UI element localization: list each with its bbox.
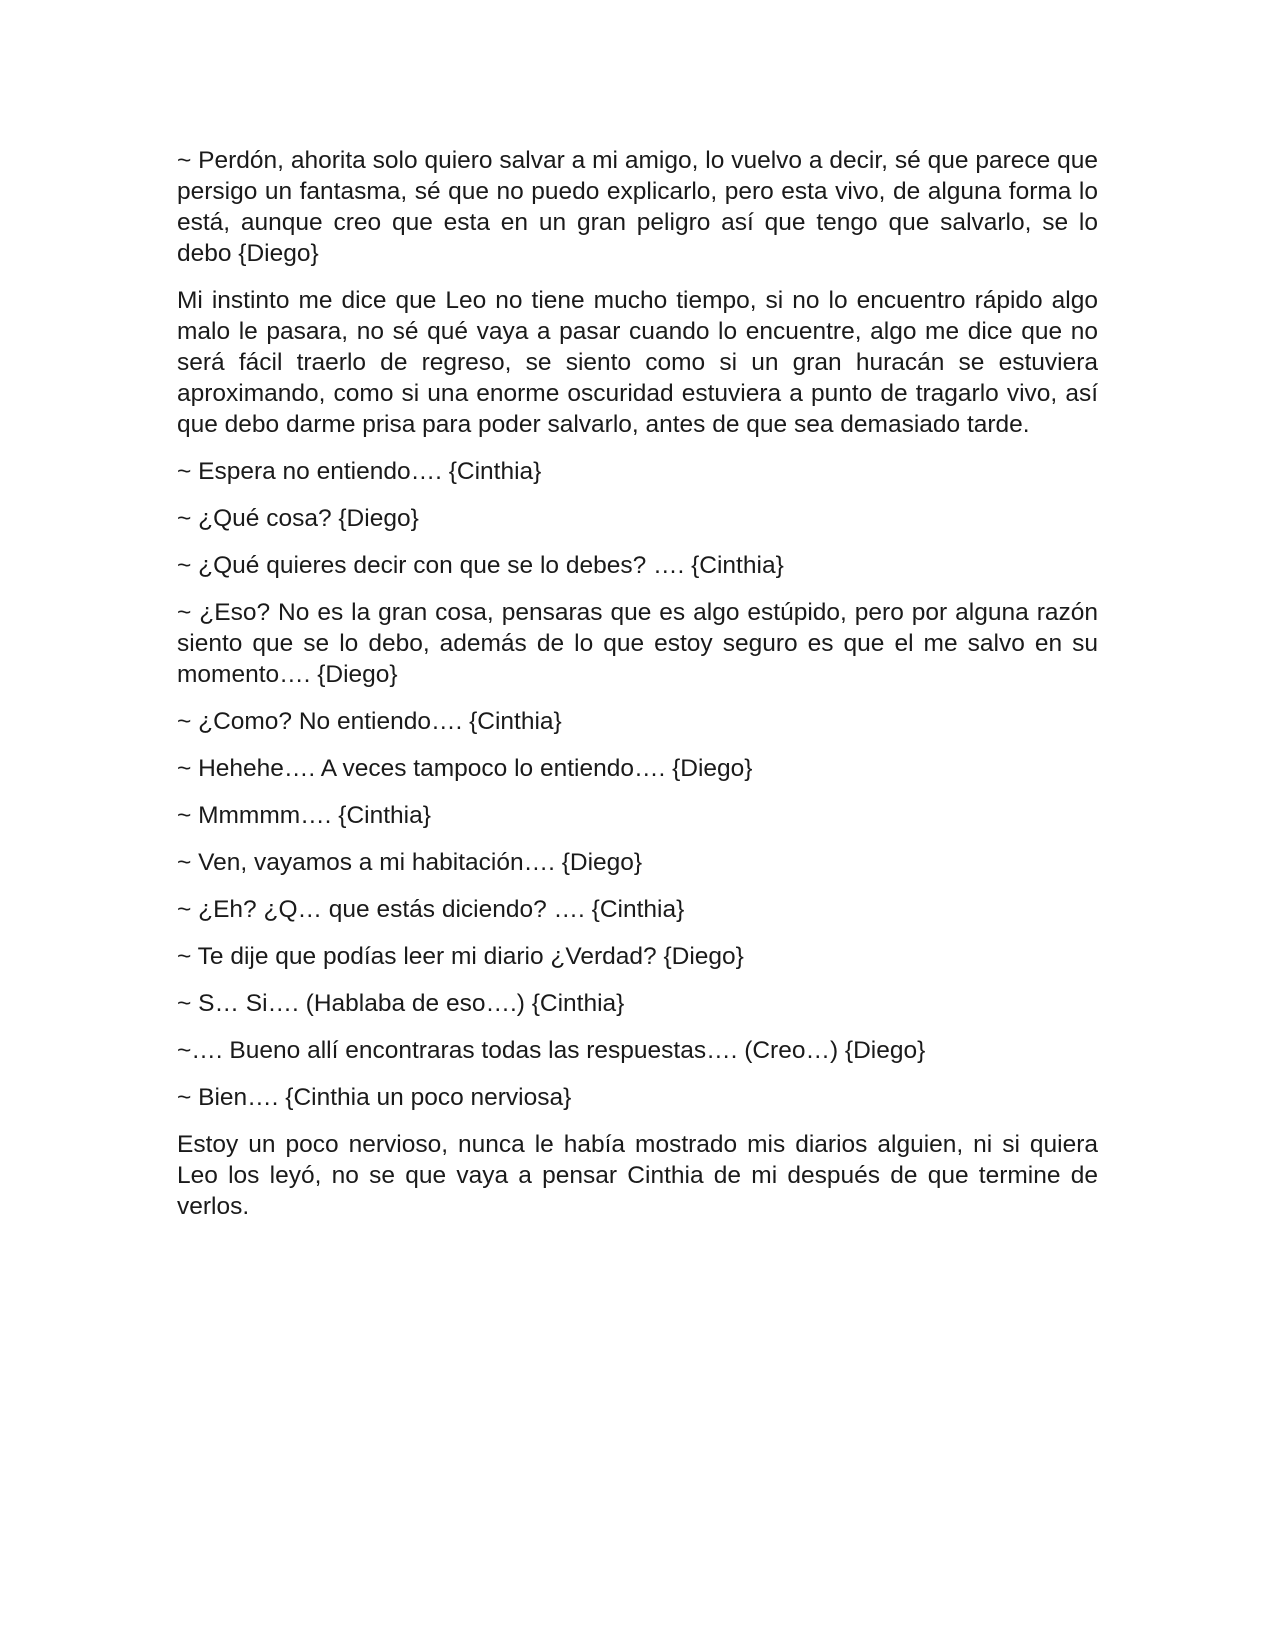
dialogue-line: ~ Hehehe…. A veces tampoco lo entiendo…. {Diego}: [177, 755, 753, 782]
dialogue-line: ~ ¿Qué quieres decir con que se lo debes? …. {Cinthia}: [177, 552, 784, 579]
paragraph: ~ Perdón, ahorita solo quiero salvar a mi amigo, lo vuelvo a decir, sé que parece que persigo un fantasma, sé que no puedo explicarlo, pero esta vivo, de alguna forma lo está, aunque creo que esta en un gran peligro así que tengo que salvarlo, se lo debo {Diego}: [177, 147, 1098, 267]
dialogue-line: ~ Espera no entiendo…. {Cinthia}: [177, 458, 542, 485]
paragraph: Estoy un poco nervioso, nunca le había mostrado mis diarios alguien, ni si quiera Leo los leyó, no se que vaya a pensar Cinthia de mi después de que termine de verlos.: [177, 1131, 1098, 1220]
dialogue-line: ~…. Bueno allí encontraras todas las respuestas…. (Creo…) {Diego}: [177, 1037, 926, 1064]
dialogue-line: ~ Ven, vayamos a mi habitación…. {Diego}: [177, 849, 643, 876]
dialogue-line: ~ Bien…. {Cinthia un poco nerviosa}: [177, 1084, 572, 1111]
dialogue-line: ~ Mmmmm…. {Cinthia}: [177, 802, 431, 829]
dialogue-line: ~ S… Si…. (Hablaba de eso….) {Cinthia}: [177, 990, 625, 1017]
body-text: [177, 145, 1098, 1238]
paragraph: Mi instinto me dice que Leo no tiene mucho tiempo, si no lo encuentro rápido algo malo le pasara, no sé qué vaya a pasar cuando lo encuentre, algo me dice que no será fácil traerlo de regreso, se siento como si un gran huracán se estuviera aproximando, como si una enorme oscuridad estuviera a punto de tragarlo vivo, así que debo darme prisa para poder salvarlo, antes de que sea demasiado tarde.: [177, 287, 1098, 438]
dialogue-line: ~ Te dije que podías leer mi diario ¿Verdad? {Diego}: [177, 943, 744, 970]
dialogue-line: ~ ¿Eso? No es la gran cosa, pensaras que es algo estúpido, pero por alguna razón siento que se lo debo, además de lo que estoy seguro es que el me salvo en su momento…. {Diego}: [177, 599, 1098, 688]
dialogue-line: ~ ¿Como? No entiendo…. {Cinthia}: [177, 708, 562, 735]
dialogue-line: ~ ¿Qué cosa? {Diego}: [177, 505, 419, 532]
dialogue-line: ~ ¿Eh? ¿Q… que estás diciendo? …. {Cinthia}: [177, 896, 685, 923]
